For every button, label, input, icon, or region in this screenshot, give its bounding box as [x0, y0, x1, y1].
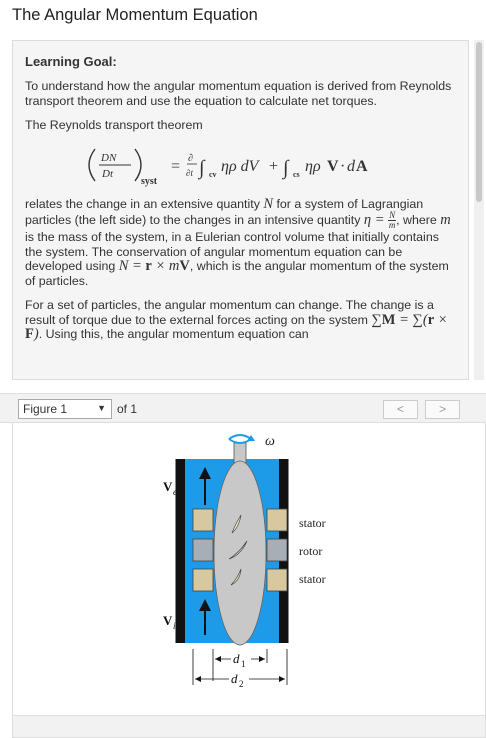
- figure-count-label: of 1: [117, 402, 138, 416]
- ve-label: V: [163, 479, 173, 494]
- svg-text:cs: cs: [293, 169, 300, 179]
- svg-text:d: d: [347, 157, 355, 175]
- svg-text:∂: ∂: [188, 152, 193, 164]
- svg-text:ηρ: ηρ: [305, 157, 321, 175]
- svg-text:Dt: Dt: [102, 167, 113, 180]
- prev-figure-button[interactable]: <: [383, 400, 418, 419]
- svg-text:·: ·: [340, 157, 346, 175]
- chevron-down-icon: ▼: [97, 403, 106, 413]
- vi-label: V: [163, 613, 173, 628]
- rtt-intro-text: The Reynolds transport theorem: [25, 118, 203, 132]
- page-title: The Angular Momentum Equation: [12, 6, 258, 24]
- d1-subscript: 1: [241, 659, 246, 669]
- svg-text:syst: syst: [141, 175, 158, 187]
- svg-text:DN: DN: [101, 151, 117, 164]
- rotor-body: [214, 461, 266, 645]
- mass-text: is the mass of the system, in a Eulerian control volume that initially contains the system. The conservation of angular momentum equation can be developed using: [25, 230, 439, 273]
- figure-footer: [12, 715, 486, 738]
- symbol-N: N: [263, 195, 274, 212]
- vi-subscript: i: [173, 621, 176, 631]
- symbol-eta: η: [363, 211, 372, 228]
- angular-momentum-definition: N =: [118, 258, 146, 274]
- rotation-arrow: [229, 435, 251, 443]
- figure-frame: [12, 423, 486, 715]
- left-stator-top: [193, 509, 213, 531]
- rotor-label: rotor: [299, 544, 323, 558]
- intro-text: To understand how the angular momentum equation is derived from Reynolds transport theorem and use the equation to calculate net torques.: [25, 79, 452, 108]
- svg-text:cv: cv: [209, 169, 217, 179]
- next-figure-button[interactable]: >: [425, 400, 460, 419]
- relates-text-1: relates the change in an extensive quantity: [25, 196, 260, 211]
- symbol-m: m: [440, 211, 451, 228]
- torque-paragraph: For a set of particles, the angular momentum can change. The change is a result of torque due to the external forces acting on the system ∑M = ∑(r × F). Using this, the angular momentum equation can: [25, 298, 448, 342]
- n-over-m-fraction: $\frac{N}{m}$: [388, 210, 396, 230]
- svg-text:=: =: [171, 157, 181, 175]
- omega-label: ω: [265, 434, 275, 449]
- stator-top-label: stator: [299, 516, 326, 530]
- where-text: , where: [396, 212, 437, 227]
- right-stator-bottom: [267, 569, 287, 591]
- stator-bottom-label: stator: [299, 572, 326, 586]
- torque-text-1: For a set of particles, the angular momentum can change. The change is a result of torque due to the external forces acting on the system: [25, 298, 434, 327]
- ve-subscript: e: [173, 487, 177, 497]
- torque-sum-expression: ∑: [371, 311, 382, 328]
- relates-text-2: for a system of Lagrangian particles (the left side) to the changes in an intensive: [25, 196, 424, 227]
- svg-text:ηρ dV: ηρ dV: [221, 157, 259, 175]
- svg-text:V: V: [327, 157, 339, 175]
- which-text: , which is the angular momentum of the system of particles.: [25, 259, 449, 288]
- figure-select-value: Figure 1: [23, 402, 68, 416]
- svg-text:∂t: ∂t: [186, 167, 193, 178]
- torque-text-2: . Using this, the angular momentum equation can: [38, 327, 309, 341]
- svg-text:+: +: [269, 157, 279, 175]
- svg-text:∫: ∫: [283, 156, 289, 179]
- svg-text:A: A: [356, 157, 368, 175]
- reynolds-transport-equation: [25, 141, 455, 187]
- right-rotor: [267, 539, 287, 561]
- svg-text:∫: ∫: [199, 156, 205, 179]
- learning-goal-panel: [12, 40, 469, 380]
- turbine-diagram: [13, 423, 485, 715]
- d2-subscript: 2: [239, 679, 244, 689]
- d1-label: d: [233, 651, 240, 666]
- relates-paragraph: relates the change in an extensive quantity N for a system of Lagrangian particles (the left side) to the changes in an intensive quantity η = $\frac{N}{m}$ , where m is the mass of the system, in a Eulerian control volume that initially contains the system. The conservation of angular momentum equation can be developed using N = r × mV, which is the angular momentum of the system of particles.: [25, 195, 451, 288]
- equation-graphic: [25, 141, 455, 187]
- figure-toolbar: [0, 393, 486, 423]
- left-stator-bottom: [193, 569, 213, 591]
- scrollbar-thumb[interactable]: [476, 42, 482, 202]
- d2-label: d: [231, 671, 238, 686]
- quantity-label: quantity: [317, 212, 361, 227]
- panel-scrollbar[interactable]: [474, 40, 484, 380]
- learning-goal-heading: Learning Goal:: [25, 54, 117, 69]
- left-rotor: [193, 539, 213, 561]
- figure-select[interactable]: [18, 399, 112, 419]
- right-stator-top: [267, 509, 287, 531]
